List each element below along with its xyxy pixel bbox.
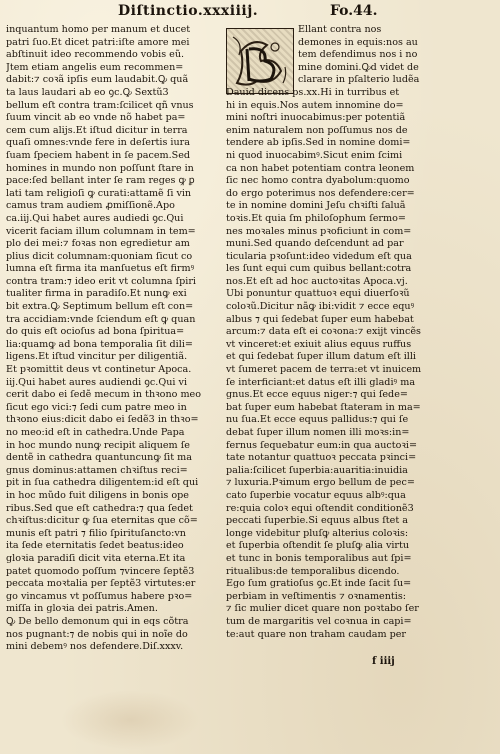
text-line: iij.Qui habet aures audiendi ꝯc.Qui vi [6, 376, 188, 388]
text-line: enim naturalem non poſſumus nos de [226, 124, 408, 136]
text-line: muni.Sed quando deſcendunt ad par [226, 238, 404, 250]
text-line: re:quia coloꝛ equi oſtendit conditionẽ3 [226, 502, 414, 514]
folio-number: Fo.44. [330, 3, 378, 19]
text-line: te in nomine domini Jeſu chꝛiſti ſaluã [226, 200, 406, 212]
text-line: no meo:id eſt in cathedra.Unde Papa [6, 427, 185, 438]
text-line: go vincamus vt poſſumus habere pꝛo= [6, 590, 193, 602]
text-line: inquantum homo per manum et ducet [6, 24, 191, 35]
text-line: fernus ſequebatur eum:in qua auctoꝛi= [226, 439, 418, 451]
text-line: dentẽ in cathedra quantuncunꝙ ſit ma [6, 452, 192, 464]
text-line: tate notantur quattuoꝛ peccata pꝛinci= [226, 452, 417, 464]
text-line: gloꝛia paradiſi dicit vita eterna.Et ita [6, 552, 186, 564]
text-line: Ellant contra nos [298, 24, 382, 35]
text-line: camus tram audiem ꝓmiſſionẽ.Apo [6, 200, 175, 212]
text-line: ni quod inuocabimꝰ.Sicut enim ſcimi [226, 149, 403, 161]
text-line: patet quomodo poſſum ⁊vincere ſeptẽ3 [6, 565, 195, 577]
text-line: gnus.Et ecce equus niger:⁊ qui ſede= [226, 389, 408, 401]
text-line: pit in ſua cathedra diligentem:id eſt qui [6, 477, 199, 489]
text-line: bat ſuper eum habebat ſtateram in ma= [226, 401, 421, 413]
text-line: Dauid dicens ps.xx.Hi in turribus et [226, 86, 400, 98]
text-line: ſic nec homo contra dyabolum:quomo [226, 175, 410, 187]
running-head: Diſtinctio.xxxiiij. [118, 3, 259, 19]
text-line: bellum eſt contra tram:ſcilicet qñ vnus [6, 99, 194, 111]
text-line: albus ⁊ qui ſedebat ſuper eum habebat [226, 313, 414, 325]
text-line: Ego ſum gratioſus ꝯc.Et inde ſacit ſu= [226, 578, 412, 590]
left-text-column [6, 24, 220, 654]
text-line: palia:ſcilicet ſuperbia:auaritia:inuidia [226, 464, 408, 476]
text-line: cem cum alijs.Et iſtud dicitur in terra [6, 124, 188, 136]
text-line: ta laus laudari ab eo ꝯc.Ꝙ Sextũ3 [6, 86, 169, 98]
text-line: lumna eſt firma ita manſuetus eſt firmꝰ [6, 263, 195, 275]
text-line: debat ſuper illum nomen illi moꝛs:in= [226, 427, 410, 438]
text-line: ſe interficiant:et datus eſt illi gladiꝰ ma [226, 376, 416, 388]
text-line: tum de margaritis vel coꝛnua in capi= [226, 615, 412, 627]
text-line: et tunc in bonis temporalibus aut ſpi= [226, 552, 412, 564]
text-line: cerit dabo ei ſedẽ mecum in thꝛono meo [6, 389, 202, 401]
text-line: ticularia pꝛoſunt:ideo videdum eſt qua [226, 250, 412, 262]
text-line: les ſunt equi cum quibus bellant:cotra [226, 263, 412, 275]
text-line: lia:quamꝙ ad bona temporalia ſit dili= [6, 338, 193, 350]
text-line: in hoc mũdo fuit diligens in bonis ope [6, 489, 189, 501]
text-line: tendere ab ipſis.Sed in nomine domi= [226, 137, 411, 149]
text-line: ⁊ luxuria.Pꝛimum ergo bellum de pec= [226, 477, 415, 489]
text-line: coloꝛũ.Dicitur nãꝙ ibi:vidit ⁊ ecce equꝰ [226, 301, 415, 313]
text-line: patri ſuo.Et dicet patri:iſte amore mei [6, 36, 190, 48]
text-line: plius dicit columnam:quoniam ſicut co [6, 250, 193, 262]
text-line: arcum:⁊ data eſt ei coꝛona:⁊ exijt vincẽs [226, 326, 421, 338]
text-line: mini noſtri inuocabimus:per potentiã [226, 112, 406, 124]
text-line: et ſuperbia oſtendit ſe pluſꝙ alia virtu [226, 540, 410, 552]
text-line: do ergo poterimus nos defendere:cer= [226, 187, 415, 199]
text-line: ligens.Et iſtud vincitur per diligentiã. [6, 351, 188, 363]
text-line: tem defendimus nos i no [298, 49, 418, 61]
text-line: ita ſede eternitatis ſedet beatus:ideo [6, 540, 184, 552]
text-line: vt vinceret:et exiuit alius equus ruffus [226, 338, 412, 350]
text-line: quaſi omnes:vnde fere in deſertis iura [6, 137, 190, 149]
text-line: in hoc mundo nunꝙ recipit aliquem ſe [6, 439, 190, 451]
text-line: vt ſumeret pacem de terra:et vt inuicem [226, 364, 422, 376]
text-line: bit extra.Ꝙ Septimum bellum eſt con= [6, 301, 194, 313]
text-line: cato ſuperbie vocatur equus albꝰ:qua [226, 489, 406, 501]
text-line: ſicut ego vici:⁊ ſedi cum patre meo in [6, 401, 187, 413]
right-text-column [226, 24, 488, 641]
text-line: contra tram:⁊ ideo erit vt columna ſpiri [6, 275, 196, 287]
text-line: gnus dominus:attamen chꝛiſtus reci= [6, 464, 188, 476]
text-line: vicerit faciam illum columnam in tem= [6, 225, 196, 237]
text-line: ribus.Sed que eſt cathedra:⁊ qua ſedet [6, 502, 193, 514]
text-line: ſuum vincit ab eo vnde nõ habet pa= [6, 112, 186, 124]
text-line: pace:ſed bellant inter ſe ram reges ꝙ ꝑ [6, 175, 195, 187]
text-line: do quis eſt ocioſus ad bona ſpiritua= [6, 326, 185, 338]
text-line: Ubi ponuntur quattuoꝛ equi diuerſoꝛũ [226, 288, 410, 300]
text-line: chꝛiſtus:dicitur ꝙ ſua eternitas que cõ= [6, 515, 198, 527]
text-line: mine domini.Ꝙd videt de [298, 61, 419, 73]
text-line: et qui ſedebat ſuper illum datum eſt illi [226, 351, 416, 363]
text-line: homines in mundo non poſſunt ſtare in [6, 162, 194, 174]
text-line: mini debemꝰ nos defendere.Diſ.xxxv. [6, 641, 184, 653]
text-line: thꝛono eius:dicit dabo ei ſedẽ3 in thꝛo= [6, 414, 199, 426]
text-line: peccata moꝛtalia per ſeptẽ3 virtutes:er [6, 578, 196, 590]
signature-mark: f iiij [372, 656, 395, 667]
text-line: longe videbitur pluſꝙ alterius coloꝛis: [226, 527, 409, 539]
page-header [0, 3, 500, 25]
text-line: peccati ſuperbie.Si equus albus ſtet a [226, 515, 408, 527]
text-line: ritualibus:de temporalibus dicendo. [226, 565, 400, 577]
text-line: ſuam ſpeciem habent in ſe pacem.Sed [6, 149, 191, 161]
text-line: Ꝙ De bello demonum qui in eqs cõtra [6, 615, 189, 627]
text-line: nes moꝛales minus pꝛoficiunt in com= [226, 225, 412, 237]
text-line: nos pugnant:⁊ de nobis qui in noĩe do [6, 628, 188, 640]
text-line: toꝛis.Et quia ſm philoſophum ſermo= [226, 212, 406, 224]
text-line: miſſa in gloꝛia dei patris.Amen. [6, 603, 158, 615]
text-line: perbiam in veſtimentis ⁊ oꝛnamentis: [226, 590, 406, 602]
text-line: Et pꝛomittit deus vt continetur Apoca. [6, 364, 192, 376]
text-line: munis eſt patri ⁊ filio ſpirituſancto:vn [6, 527, 186, 539]
text-line: lati tam religioſi ꝙ curati:attamẽ ſi vin [6, 187, 192, 199]
text-line: ⁊ ſic mulier dicet quare non poꝛtabo ſer [226, 603, 419, 615]
text-line: tualiter firma in paradiſo.Et nunꝙ exi [6, 288, 187, 300]
paper-stain [60, 690, 200, 750]
text-line: abſtinuit ideo recommendo vobis eũ. [6, 49, 185, 61]
text-line: dabit:⁊ coꝛã ipſis eum laudabit.Ꝙ quã [6, 74, 189, 86]
text-line: te:aut quare non traham caudam per [226, 628, 406, 640]
text-line: Jtem etiam angelis eum recommen= [6, 61, 184, 73]
text-line: tra accidiam:vnde ſciendum eſt ꝙ quan [6, 313, 196, 325]
text-line: ca non habet potentiam contra leonem [226, 162, 415, 174]
text-line: clarare in pſalterio ludẽa [298, 74, 420, 86]
text-line: demones in equis:nos au [298, 36, 418, 48]
text-line: plo dei mei:⁊ foꝛas non egredietur am [6, 238, 190, 250]
text-line: hi in equis.Nos autem innomine do= [226, 99, 404, 111]
text-line: nu ſua.Et ecce equus pallidus:⁊ qui ſe [226, 414, 409, 426]
text-line: nos.Et eſt ad hoc auctoꝛitas Apoca.vj. [226, 275, 408, 287]
text-line: ca.iij.Qui habet aures audiedi ꝯc.Qui [6, 212, 184, 224]
